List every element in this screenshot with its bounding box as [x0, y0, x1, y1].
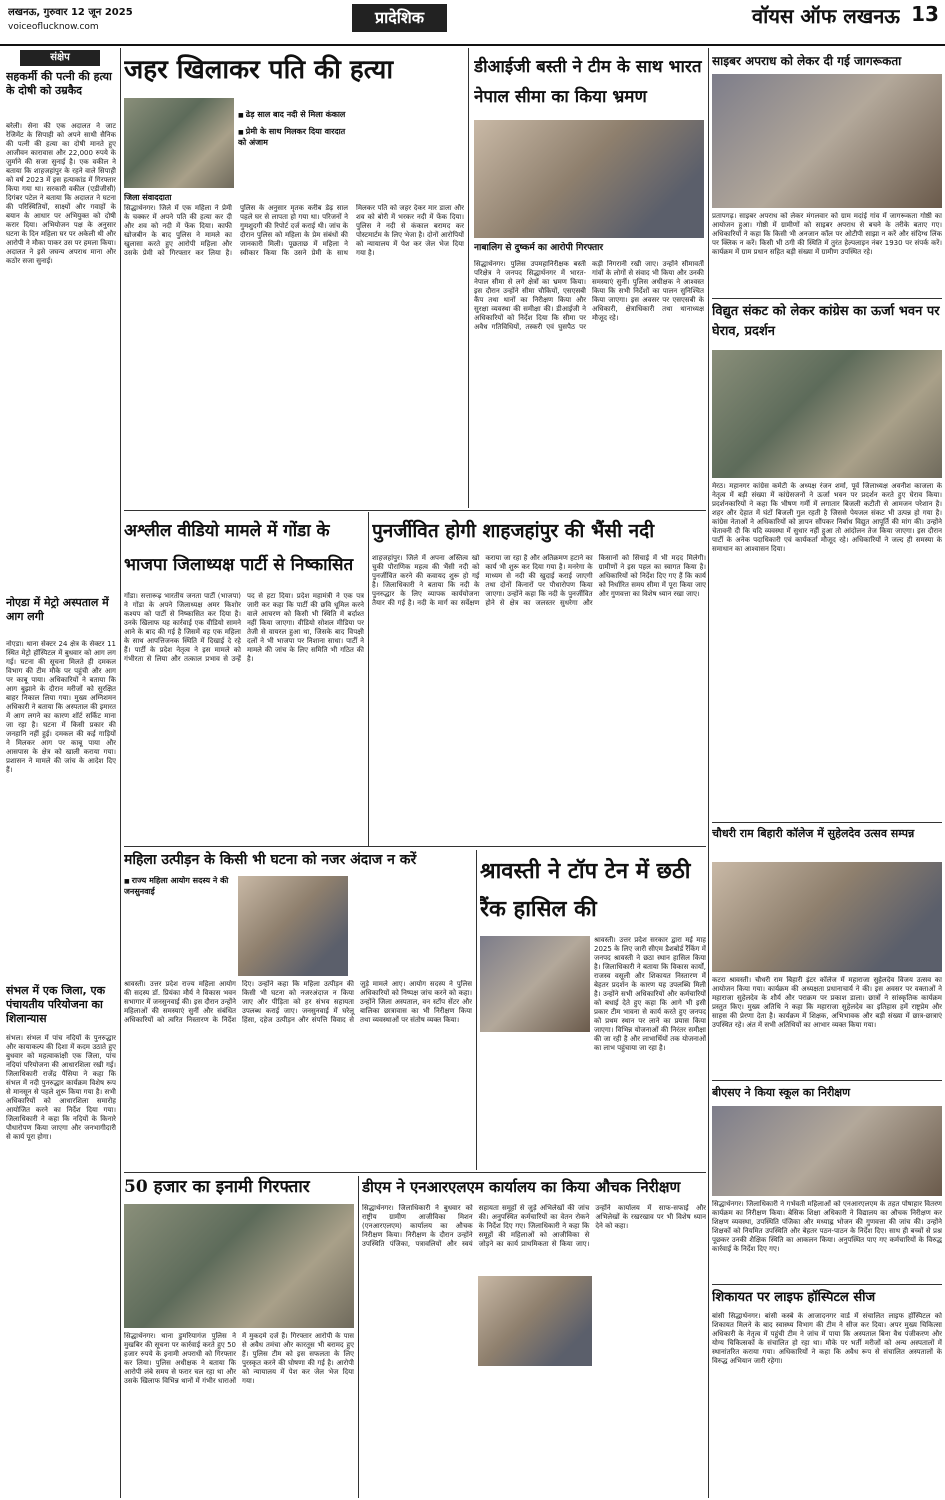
dig-headline: डीआईजी बस्ती ने टीम के साथ भारत नेपाल सीमा का किया भ्रमण — [474, 57, 702, 107]
col1-tag: संक्षेप — [20, 50, 100, 66]
cyber-body: प्रतापगढ़। साइबर अपराध को लेकर मंगलवार को ग्राम मदांई गांव में जागरूकता गोष्ठी का आयोजन हुआ। गोष्ठी में ग्रामीणों को साइबर अपराध से बचने के तरीके बताए गए। अधिकारियों ने कहा कि किसी भी अनजान कॉल पर ओटीपी साझा न करें और संदिग्ध लिंक पर क्लिक न करें। किसी भी ठगी की स्थिति में तुरंत हेल्पलाइन नंबर 1930 पर संपर्क करें। कार्यक्रम में ग्राम प्रधान सहित बड़ी संख्या में ग्रामीण उपस्थित रहे। — [712, 212, 942, 256]
arrest-photo — [124, 1204, 354, 1328]
arrest-body: सिद्धार्थनगर। थाना डुमरियागंज पुलिस ने मुखबिर की सूचना पर कार्रवाई करते हुए 50 हजार रुपये के इनामी अपराधी को गिरफ्तार कर लिया। पुलिस अधीक्षक ने बताया कि आरोपी लंबे समय से फरार चल रहा था और उसके खिलाफ विभिन्न थानों में गंभीर धाराओं में मुकदमे दर्ज हैं। गिरफ्तार आरोपी के पास से अवैध तमंचा और कारतूस भी बरामद हुए हैं। पुलिस टीम को इस सफलता के लिए पुरस्कृत करने की घोषणा की गई है। आरोपी को न्यायालय में पेश कर जेल भेज दिया गया। — [124, 1332, 354, 1385]
rank-photo — [480, 936, 590, 1032]
page-number: 13 — [911, 2, 939, 26]
power-body: मेरठ। महानगर कांग्रेस कमेटी के अध्यक्ष रंजन शर्मा, पूर्व जिलाध्यक्ष अवनीश काजला के नेतृत्व में बड़ी संख्या में कांग्रेसजनों ने ऊर्जा भवन पर प्रदर्शन करते हुए घेराव किया। प्रदर्शनकारियों ने कहा कि भीषण गर्मी में लगातार बिजली कटौती से आमजन परेशान है। शहर और देहात में घंटों बिजली गुल रहती है जिससे पेयजल संकट भी उत्पन्न हो गया है। कांग्रेस नेताओं ने अधिकारियों को ज्ञापन सौंपकर निर्बाध विद्युत आपूर्ति की मांग की। उन्होंने चेतावनी दी कि यदि व्यवस्था में सुधार नहीं हुआ तो आंदोलन तेज किया जाएगा। इस दौरान पार्टी के अनेक पदाधिकारी एवं कार्यकर्ता मौजूद रहे। अधिकारियों ने जल्द ही समस्या के समाधान का आश्वासन दिया। — [712, 482, 942, 553]
masthead — [0, 0, 945, 44]
gonda-body: गोंडा। सत्तारूढ़ भारतीय जनता पार्टी (भाजपा) ने गोंडा के अपने जिलाध्यक्ष अमर किशोर कश्यप को पार्टी से निष्कासित कर दिया है। उनके खिलाफ यह कार्रवाई एक वीडियो सामने आने के बाद की गई है जिसमें वह एक महिला के साथ आपत्तिजनक स्थिति में दिखाई दे रहे हैं। पार्टी के प्रदेश नेतृत्व ने इस मामले को गंभीरता से लिया और तत्काल प्रभाव से उन्हें पद से हटा दिया। प्रदेश महामंत्री ने एक पत्र जारी कर कहा कि पार्टी की छवि धूमिल करने वाले आचरण को किसी भी स्थिति में बर्दाश्त नहीं किया जाएगा। वीडियो सोशल मीडिया पर तेजी से वायरल हुआ था, जिसके बाद विपक्षी दलों ने भी भाजपा पर निशाना साधा। पार्टी ने मामले की जांच के लिए समिति भी गठित की है। — [124, 592, 364, 663]
lead-body: सिद्धार्थनगर। जिले में एक महिला ने प्रेमी के चक्कर में अपने पति की हत्या कर दी और शव को नदी में फेंक दिया। काफी खोजबीन के बाद पुलिस ने मामले का खुलासा करते हुए आरोपी महिला और उसके प्रेमी को गिरफ्तार कर लिया है। पुलिस के अनुसार मृतक करीब डेढ़ साल पहले घर से लापता हो गया था। परिजनों ने गुमशुदगी की रिपोर्ट दर्ज कराई थी। जांच के दौरान पुलिस को महिला के प्रेम संबंधों की जानकारी मिली। पूछताछ में महिला ने स्वीकार किया कि उसने प्रेमी के साथ मिलकर पति को जहर देकर मार डाला और शव को बोरी में भरकर नदी में फेंक दिया। पुलिस ने नदी से कंकाल बरामद कर पोस्टमार्टम के लिए भेजा है। दोनों आरोपियों को न्यायालय में पेश कर जेल भेज दिया गया है। — [124, 204, 464, 257]
col1-body1: बरेली। सेना की एक अदालत ने जाट रेजिमेंट के सिपाही को अपने साथी सैनिक की पत्नी की हत्या का दोषी मानते हुए आजीवन कारावास और 22,000 रुपये के जुर्माने की सजा सुनाई है। एक वकील ने बताया कि शाहजहांपुर के रहने वाले सिपाही को वर्ष 2023 में इस हत्याकांड में गिरफ्तार किया गया था। सरकारी वकील (एडीजीसी) दिगंबर पटेल ने बताया कि अदालत ने घटना की परिस्थितियों, साक्ष्यों और गवाहों के बयान के आधार पर अभियुक्त को दोषी करार दिया। अभियोजन पक्ष के अनुसार घटना के दिन महिला घर पर अकेली थी और आरोपी ने मौका पाकर उस पर हमला किया। अदालत ने इसे जघन्य अपराध माना और कठोर सजा सुनाई। — [6, 122, 116, 265]
power-headline: विद्युत संकट को लेकर कांग्रेस का ऊर्जा भवन पर घेराव, प्रदर्शन — [712, 304, 940, 339]
women-bullet-1: ■ राज्य महिला आयोग सदस्य ने की जनसुनवाई — [124, 876, 234, 897]
section-label: प्रादेशिक — [352, 4, 447, 32]
hospital-body: बांसी सिद्धार्थनगर। बांसी कस्बे के आजादनगर वार्ड में संचालित लाइफ हॉस्पिटल को शिकायत मिलने के बाद स्वास्थ्य विभाग की टीम ने सीज कर दिया। अपर मुख्य चिकित्सा अधिकारी के नेतृत्व में पहुंची टीम ने जांच में पाया कि अस्पताल बिना वैध पंजीकरण और योग्य चिकित्सकों के संचालित हो रहा था। मौके पर भर्ती मरीजों को अन्य अस्पतालों में स्थानांतरित कराया गया। अधिकारियों ने कहा कि अवैध रूप से संचालित अस्पतालों के विरुद्ध अभियान जारी रहेगा। — [712, 1312, 942, 1365]
college-photo — [712, 862, 942, 972]
masthead-website[interactable]: voiceoflucknow.com — [8, 22, 99, 32]
lead-bullets — [238, 110, 350, 180]
dig-subhead: नाबालिग से दुष्कर्म का आरोपी गिरफ्तार — [474, 243, 604, 253]
school-body: सिद्धार्थनगर। जिलाधिकारी ने गर्भवती महिलाओं को एनआरएलएम के तहत पोषाहार वितरण कार्यक्रम का निरीक्षण किया। बेसिक शिक्षा अधिकारी ने विद्यालय का औचक निरीक्षण कर शिक्षण व्यवस्था, उपस्थिति पंजिका और मध्याह्न भोजन की गुणवत्ता की जांच की। उन्होंने शिक्षकों को नियमित उपस्थिति और बेहतर पठन-पाठन के निर्देश दिए। साथ ही बच्चों से प्रश्न पूछकर उनकी शैक्षिक स्थिति का आकलन किया। अनुपस्थित पाए गए कर्मचारियों के विरुद्ध कार्रवाई के निर्देश दिए गए। — [712, 1200, 942, 1253]
dm-body: सिद्धार्थनगर। जिलाधिकारी ने बुधवार को राष्ट्रीय ग्रामीण आजीविका मिशन (एनआरएलएम) कार्यालय का औचक निरीक्षण किया। निरीक्षण के दौरान उन्होंने उपस्थिति पंजिका, पत्रावलियों और स्वयं सहायता समूहों से जुड़े अभिलेखों की जांच की। अनुपस्थित कर्मचारियों का वेतन रोकने के निर्देश दिए गए। जिलाधिकारी ने कहा कि समूहों की महिलाओं को आजीविका से जोड़ने का कार्य प्राथमिकता से किया जाए। उन्होंने कार्यालय में साफ-सफाई और अभिलेखों के रखरखाव पर भी विशेष ध्यान देने को कहा। — [362, 1204, 706, 1248]
rank-body-cont — [480, 1036, 590, 1166]
women-body: श्रावस्ती। उत्तर प्रदेश राज्य महिला आयोग की सदस्य डॉ. प्रियंका मौर्य ने विकास भवन सभागार में जनसुनवाई की। इस दौरान उन्होंने महिलाओं की समस्याएं सुनीं और संबंधित अधिकारियों को त्वरित निस्तारण के निर्देश दिए। उन्होंने कहा कि महिला उत्पीड़न की किसी भी घटना को नजरअंदाज न किया जाए और पीड़िता को हर संभव सहायता उपलब्ध कराई जाए। जनसुनवाई में घरेलू हिंसा, दहेज उत्पीड़न और संपत्ति विवाद से जुड़े मामले आए। आयोग सदस्य ने पुलिस अधिकारियों को निष्पक्ष जांच करने को कहा। उन्होंने जिला अस्पताल, वन स्टॉप सेंटर और बालिका छात्रावास का भी निरीक्षण किया तथा व्यवस्थाओं पर संतोष व्यक्त किया। — [124, 980, 472, 1024]
college-body: कटरा श्रावस्ती। चौधरी राम बिहारी इंटर कॉलेज में महाराजा सुहेलदेव विजय उत्सव का आयोजन किया गया। कार्यक्रम की अध्यक्षता प्रधानाचार्य ने की। इस अवसर पर वक्ताओं ने महाराजा सुहेलदेव के शौर्य और पराक्रम पर प्रकाश डाला। छात्रों ने सांस्कृतिक कार्यक्रम प्रस्तुत किए। मुख्य अतिथि ने कहा कि महाराजा सुहेलदेव का इतिहास हमें राष्ट्रप्रेम और साहस की प्रेरणा देता है। कार्यक्रम में शिक्षक, अभिभावक और बड़ी संख्या में छात्र-छात्राएं उपस्थित रहे। अंत में सभी अतिथियों का आभार व्यक्त किया गया। — [712, 976, 942, 1029]
dig-photo — [474, 120, 704, 238]
col1-head2: नोएडा में मेट्रो अस्पताल में आग लगी — [6, 596, 109, 623]
cyber-headline: साइबर अपराध को लेकर दी गई जागरूकता — [712, 54, 902, 68]
gonda-headline: अश्लील वीडियो मामले में गोंडा के भाजपा जिलाध्यक्ष पार्टी से निष्कासित — [124, 521, 354, 575]
women-headline: महिला उत्पीड़न के किसी भी घटना को नजर अंदाज न करें — [124, 852, 417, 868]
river-body: शाहजहांपुर। जिले में अपना अस्तित्व खो चुकी पौराणिक महत्व की भैंसी नदी को पुनर्जीवित करने की कवायद शुरू हो गई है। जिलाधिकारी ने बताया कि नदी के पुनरुद्धार के लिए व्यापक कार्ययोजना तैयार की गई है। नदी के मार्ग का सर्वेक्षण कराया जा रहा है और अतिक्रमण हटाने का कार्य भी शुरू कर दिया गया है। मनरेगा के माध्यम से नदी की खुदाई कराई जाएगी तथा दोनों किनारों पर पौधारोपण किया जाएगा। उन्होंने कहा कि नदी के पुनर्जीवित होने से क्षेत्र का जलस्तर सुधरेगा और किसानों को सिंचाई में भी मदद मिलेगी। ग्रामीणों ने इस पहल का स्वागत किया है। अधिकारियों को निर्देश दिए गए हैं कि कार्य को निर्धारित समय सीमा में पूरा किया जाए और गुणवत्ता का विशेष ध्यान रखा जाए। — [372, 554, 706, 607]
dm-photo — [478, 1276, 592, 1366]
paper-name: वॉयस ऑफ लखनऊ — [752, 4, 900, 28]
lead-headline: जहर खिलाकर पति की हत्या — [124, 55, 394, 85]
river-headline: पुनर्जीवित होगी शाहजहांपुर की भैंसी नदी — [372, 520, 655, 542]
college-headline: चौधरी राम बिहारी कॉलेज में सुहेलदेव उत्सव सम्पन्न — [712, 827, 915, 840]
masthead-date: लखनऊ, गुरुवार 12 जून 2025 — [8, 7, 133, 18]
school-photo — [712, 1106, 942, 1196]
power-photo — [712, 350, 942, 478]
hospital-headline: शिकायत पर लाइफ हॉस्पिटल सीज — [712, 1290, 876, 1305]
women-bullet — [124, 876, 234, 906]
col1-body3: संभल। संभल में पांच नदियों के पुनरुद्धार और कायाकल्प की दिशा में कदम उठाते हुए बुधवार को महत्वाकांक्षी एक जिला, पांच नदियां परियोजना की आधारशिला रखी गई। जिलाधिकारी राजेंद्र पैंसिया ने कहा कि संभल में नदी पुनरुद्धार कार्यक्रम विशेष रूप से मानसून से पहले शुरू किया गया है। सभी अधिकारियों को आधारशिला समारोह आयोजित करने का निर्देश दिया गया। जिलाधिकारी ने कहा कि नदियों के किनारे पौधारोपण किया जाएगा और जनभागीदारी से कार्य पूरा होगा। — [6, 1034, 116, 1141]
women-photo — [238, 876, 348, 976]
school-headline: बीएसए ने किया स्कूल का निरीक्षण — [712, 1086, 851, 1099]
rank-headline: श्रावस्ती ने टॉप टेन में छठी रैंक हासिल की — [480, 858, 691, 922]
col1-head3: संभल में एक जिला, एक पंचायतीय परियोजना का शिलान्यास — [6, 984, 106, 1025]
lead-photo — [124, 98, 234, 188]
lead-byline: जिला संवाददाता — [124, 193, 172, 202]
rank-body: श्रावस्ती। उत्तर प्रदेश सरकार द्वारा मई माह 2025 के लिए जारी सीएम डैशबोर्ड रैंकिंग में जनपद श्रावस्ती ने छठा स्थान हासिल किया है। जिलाधिकारी ने बताया कि विकास कार्यों, राजस्व वसूली और शिकायत निस्तारण में बेहतर प्रदर्शन के कारण यह उपलब्धि मिली है। उन्होंने सभी अधिकारियों और कर्मचारियों को बधाई देते हुए कहा कि आगे भी इसी प्रकार टीम भावना से कार्य करते हुए जनपद को प्रथम स्थान पर लाने का प्रयास किया जाएगा। विभिन्न योजनाओं की निरंतर समीक्षा की जा रही है और लाभार्थियों तक योजनाओं का लाभ पहुंचाया जा रहा है। — [594, 936, 706, 1052]
col1-body2: नोएडा। थाना सेक्टर 24 क्षेत्र के सेक्टर 11 स्थित मेट्रो हॉस्पिटल में बुधवार को आग लग गई। घटना की सूचना मिलते ही दमकल विभाग की टीम मौके पर पहुंची और आग पर काबू पाया। अधिकारियों ने बताया कि आग बुझाने के दौरान मरीजों को सुरक्षित बाहर निकाल लिया गया। मुख्य अग्निशमन अधिकारी ने बताया कि अस्पताल की इमारत में आग लगने का कारण शॉर्ट सर्किट माना जा रहा है। घटना में किसी प्रकार की जनहानि नहीं हुई। दमकल की कई गाड़ियों ने मिलकर आग पर काबू पाया और आसपास के क्षेत्र को खाली कराया गया। प्रशासन ने मामले की जांच के आदेश दिए हैं। — [6, 640, 116, 774]
lead-bullet-2: ■ प्रेमी के साथ मिलकर दिया वारदात को अंजाम — [238, 127, 350, 148]
dm-headline: डीएम ने एनआरएलएम कार्यालय का किया औचक निरीक्षण — [362, 1178, 681, 1196]
arrest-headline: 50 हजार का इनामी गिरफ्तार — [124, 1177, 310, 1197]
cyber-photo — [712, 74, 942, 208]
dig-body: सिद्धार्थनगर। पुलिस उपमहानिरीक्षक बस्ती परिक्षेत्र ने जनपद सिद्धार्थनगर में भारत-नेपाल सीमा से लगे क्षेत्रों का भ्रमण किया। इस दौरान उन्होंने सीमा चौकियों, एसएसबी कैंप तथा थानों का निरीक्षण किया और सुरक्षा व्यवस्था की समीक्षा की। डीआईजी ने अधिकारियों को निर्देश दिया कि सीमा पर अवैध गतिविधियों, तस्करी एवं घुसपैठ पर कड़ी निगरानी रखी जाए। उन्होंने सीमावर्ती गांवों के लोगों से संवाद भी किया और उनकी समस्याएं सुनीं। पुलिस अधीक्षक ने आश्वस्त किया कि सभी निर्देशों का पालन सुनिश्चित किया जाएगा। इस अवसर पर एसएसबी के अधिकारी, क्षेत्राधिकारी तथा थानाध्यक्ष मौजूद रहे। — [474, 260, 704, 331]
col1-head1: सहकर्मी की पत्नी की हत्या के दोषी को उम्रकैद — [6, 70, 112, 97]
lead-bullet-1: ■ ढेड़ साल बाद नदी से मिला कंकाल — [238, 110, 350, 121]
